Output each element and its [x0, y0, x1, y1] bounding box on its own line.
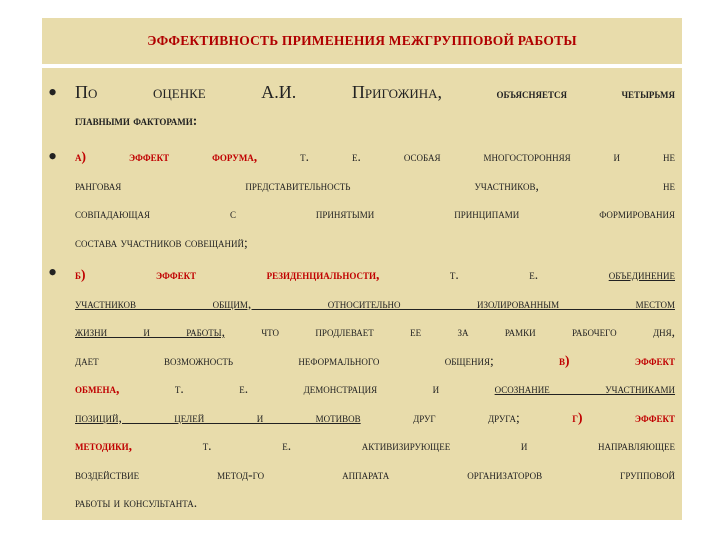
- p2-line-1: [75, 143, 675, 172]
- p2-marker: а): [75, 149, 86, 164]
- p3-line-2: участников общим, относительно изолированным местом: [75, 295, 675, 311]
- paragraph-3: [75, 261, 675, 518]
- p3-line-3: [75, 318, 675, 347]
- p3-method-marker: г) эффект: [572, 409, 676, 425]
- p3-line-7: [75, 432, 675, 461]
- slide-title: ЭФФЕКТИВНОСТЬ ПРИМЕНЕНИЯ МЕЖГРУППОВОЙ РАБОТЫ: [147, 33, 577, 48]
- p2-line-3: совпадающая с принятыми принципами формирования: [75, 206, 675, 221]
- p3-unification: объединение: [608, 267, 676, 282]
- p1-explained: объясняется четырьмя: [496, 86, 675, 101]
- paragraph-2: [75, 143, 675, 257]
- p3-marker: б): [75, 267, 86, 282]
- p3-ie: т. е.: [449, 267, 539, 282]
- p3-each-other: друг друга;: [413, 409, 520, 425]
- p3-informal: дает возможность неформального общения;: [75, 352, 494, 368]
- p3-positions: позиций, целей и мотивов: [75, 409, 361, 425]
- p2-forum-effect: эффект форума,: [128, 149, 258, 164]
- p3-demonstration: т. е. демонстрация и: [174, 381, 440, 396]
- p1-intro: По оценке А.И. Пригожина,: [75, 82, 443, 102]
- p2-text-1: т. е. особая многосторонняя и не: [300, 149, 676, 164]
- content-box: [42, 68, 682, 520]
- p3-residential-effect: эффект резиденциальности,: [155, 267, 380, 282]
- p3-exchange-marker: в) эффект: [559, 352, 675, 368]
- p1-line-1: [75, 78, 675, 107]
- p3-methods: методики,: [75, 438, 133, 453]
- p3-life-work: жизни и работы,: [75, 324, 225, 339]
- title-box: [42, 18, 682, 64]
- p2-line-4: состава участников совещаний;: [75, 234, 248, 250]
- paragraph-1: [75, 78, 675, 135]
- p3-exchange: обмена,: [75, 381, 120, 396]
- bullet-icon: •: [48, 78, 58, 107]
- p3-extends: что продлевает ее за рамки рабочего дня,: [261, 324, 675, 339]
- p3-line-6: [75, 404, 675, 433]
- p3-line-4: [75, 347, 675, 376]
- p2-line-2: ранговая представительность участников, не: [75, 177, 675, 193]
- p3-line-8: воздействие метод-го аппарата организаторов групповой: [75, 466, 675, 482]
- bullet-icon: •: [48, 142, 58, 171]
- p3-line-5: [75, 375, 675, 404]
- p3-line-1: [75, 261, 675, 290]
- p3-awareness: осознание участниками: [494, 381, 676, 396]
- p3-line-9: работы и консультанта.: [75, 495, 198, 510]
- bullet-icon: •: [48, 258, 58, 287]
- p3-activating: т. е. активизирующее и направляющее: [202, 438, 675, 453]
- p1-line-2: главными факторами:: [75, 112, 198, 128]
